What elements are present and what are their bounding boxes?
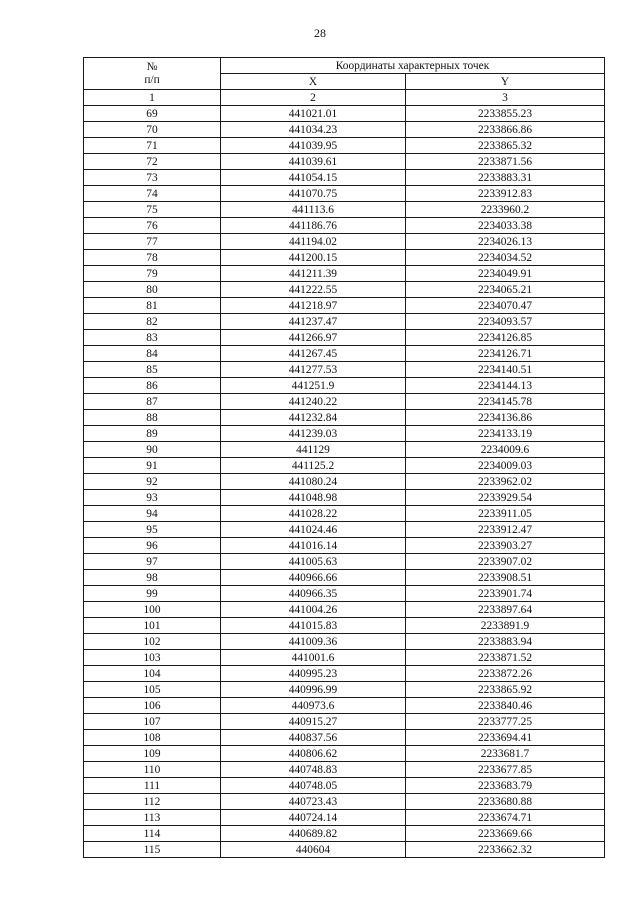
table-row: [84, 154, 605, 170]
y-coordinate-cell: 2234093.57: [406, 314, 605, 330]
x-coordinate-cell: 440837.56: [221, 730, 406, 746]
table-row: [84, 730, 605, 746]
table-row: [84, 234, 605, 250]
point-number-cell: 93: [84, 490, 221, 506]
x-coordinate-cell: 440973.6: [221, 698, 406, 714]
table-row: [84, 394, 605, 410]
point-number-cell: 81: [84, 298, 221, 314]
x-coordinate-cell: 441211.39: [221, 266, 406, 282]
point-number-cell: 90: [84, 442, 221, 458]
y-coordinate-cell: 2233865.92: [406, 682, 605, 698]
x-coordinate-cell: 440966.35: [221, 586, 406, 602]
column-index-2: 2: [221, 90, 406, 106]
x-coordinate-cell: 441021.01: [221, 106, 406, 122]
y-coordinate-cell: 2233872.26: [406, 666, 605, 682]
point-number-cell: 105: [84, 682, 221, 698]
x-coordinate-cell: 441267.45: [221, 346, 406, 362]
x-coordinate-cell: 441070.75: [221, 186, 406, 202]
x-coordinate-cell: 441113.6: [221, 202, 406, 218]
y-coordinate-cell: 2233669.66: [406, 826, 605, 842]
x-coordinate-cell: 441237.47: [221, 314, 406, 330]
table-row: [84, 378, 605, 394]
y-coordinate-cell: 2234070.47: [406, 298, 605, 314]
point-number-cell: 97: [84, 554, 221, 570]
coordinates-table-body: [84, 58, 605, 858]
table-row: [84, 330, 605, 346]
table-row: [84, 746, 605, 762]
y-coordinate-cell: 2233908.51: [406, 570, 605, 586]
x-coordinate-cell: 441039.61: [221, 154, 406, 170]
table-row: [84, 474, 605, 490]
table-row: [84, 346, 605, 362]
x-coordinate-cell: 441015.83: [221, 618, 406, 634]
y-coordinate-cell: 2233960.2: [406, 202, 605, 218]
point-number-cell: 110: [84, 762, 221, 778]
point-number-cell: 94: [84, 506, 221, 522]
table-row: [84, 250, 605, 266]
point-number-cell: 107: [84, 714, 221, 730]
y-coordinate-cell: 2234065.21: [406, 282, 605, 298]
table-row: [84, 410, 605, 426]
y-coordinate-cell: 2234026.13: [406, 234, 605, 250]
x-coordinate-cell: 440604: [221, 842, 406, 858]
x-coordinate-cell: 441277.53: [221, 362, 406, 378]
point-number-cell: 100: [84, 602, 221, 618]
x-coordinate-cell: 441001.6: [221, 650, 406, 666]
x-coordinate-cell: 440689.82: [221, 826, 406, 842]
point-number-cell: 85: [84, 362, 221, 378]
y-coordinate-cell: 2233855.23: [406, 106, 605, 122]
y-coordinate-cell: 2234140.51: [406, 362, 605, 378]
point-number-cell: 112: [84, 794, 221, 810]
x-coordinate-cell: 440748.05: [221, 778, 406, 794]
table-row: [84, 202, 605, 218]
y-coordinate-cell: 2233840.46: [406, 698, 605, 714]
point-number-cell: 89: [84, 426, 221, 442]
y-coordinate-cell: 2234126.71: [406, 346, 605, 362]
point-number-cell: 82: [84, 314, 221, 330]
x-coordinate-cell: 441194.02: [221, 234, 406, 250]
table-row: [84, 634, 605, 650]
x-coordinate-cell: 441200.15: [221, 250, 406, 266]
table-row: [84, 538, 605, 554]
y-coordinate-cell: 2234145.78: [406, 394, 605, 410]
table-row: [84, 106, 605, 122]
y-coordinate-cell: 2233694.41: [406, 730, 605, 746]
x-coordinate-cell: 440995.23: [221, 666, 406, 682]
table-row: [84, 138, 605, 154]
y-coordinate-cell: 2233680.88: [406, 794, 605, 810]
y-coordinate-cell: 2233871.52: [406, 650, 605, 666]
table-row: [84, 794, 605, 810]
y-coordinate-cell: 2233883.31: [406, 170, 605, 186]
table-row: [84, 762, 605, 778]
point-number-cell: 113: [84, 810, 221, 826]
point-number-cell: 109: [84, 746, 221, 762]
table-row: [84, 362, 605, 378]
x-coordinate-cell: 441222.55: [221, 282, 406, 298]
y-coordinate-cell: 2234136.86: [406, 410, 605, 426]
table-row: [84, 778, 605, 794]
table-row: [84, 666, 605, 682]
y-coordinate-cell: 2234009.6: [406, 442, 605, 458]
y-coordinate-cell: 2233777.25: [406, 714, 605, 730]
point-number-cell: 106: [84, 698, 221, 714]
x-coordinate-cell: 441266.97: [221, 330, 406, 346]
table-row: [84, 458, 605, 474]
point-number-cell: 108: [84, 730, 221, 746]
y-coordinate-cell: 2233912.83: [406, 186, 605, 202]
table-row: [84, 586, 605, 602]
table-row: [84, 826, 605, 842]
y-coordinate-cell: 2233677.85: [406, 762, 605, 778]
table-row: [84, 810, 605, 826]
point-number-cell: 99: [84, 586, 221, 602]
y-coordinate-cell: 2233897.64: [406, 602, 605, 618]
y-coordinate-cell: 2233683.79: [406, 778, 605, 794]
y-coordinate-cell: 2234133.19: [406, 426, 605, 442]
table-row: [84, 442, 605, 458]
column-index-row: [84, 90, 605, 106]
table-row: [84, 698, 605, 714]
y-coordinate-cell: 2233929.54: [406, 490, 605, 506]
header-row-1: [84, 58, 605, 74]
x-coordinate-cell: 441239.03: [221, 426, 406, 442]
x-coordinate-cell: 441186.76: [221, 218, 406, 234]
x-coordinate-cell: 440806.62: [221, 746, 406, 762]
point-number-cell: 79: [84, 266, 221, 282]
point-number-cell: 91: [84, 458, 221, 474]
x-coordinate-cell: 441080.24: [221, 474, 406, 490]
table-row: [84, 298, 605, 314]
table-row: [84, 650, 605, 666]
header-point-number: [84, 58, 221, 90]
table-row: [84, 570, 605, 586]
x-coordinate-cell: 441039.95: [221, 138, 406, 154]
y-coordinate-cell: 2233662.32: [406, 842, 605, 858]
table-row: [84, 618, 605, 634]
point-number-cell: 96: [84, 538, 221, 554]
y-coordinate-cell: 2233871.56: [406, 154, 605, 170]
y-coordinate-cell: 2234144.13: [406, 378, 605, 394]
y-coordinate-cell: 2233901.74: [406, 586, 605, 602]
y-coordinate-cell: 2234033.38: [406, 218, 605, 234]
y-coordinate-cell: 2234049.91: [406, 266, 605, 282]
x-coordinate-cell: 441240.22: [221, 394, 406, 410]
point-number-cell: 114: [84, 826, 221, 842]
table-row: [84, 490, 605, 506]
table-row: [84, 842, 605, 858]
table-row: [84, 266, 605, 282]
header-x: X: [221, 74, 406, 90]
table-row: [84, 170, 605, 186]
point-number-cell: 72: [84, 154, 221, 170]
x-coordinate-cell: 441129: [221, 442, 406, 458]
point-number-cell: 95: [84, 522, 221, 538]
y-coordinate-cell: 2234034.52: [406, 250, 605, 266]
point-number-cell: 102: [84, 634, 221, 650]
header-number-sign: №: [146, 60, 158, 73]
point-number-cell: 83: [84, 330, 221, 346]
point-number-cell: 101: [84, 618, 221, 634]
x-coordinate-cell: 441125.2: [221, 458, 406, 474]
x-coordinate-cell: 441251.9: [221, 378, 406, 394]
header-y: Y: [406, 74, 605, 90]
header-number-abbrev: п/п: [144, 73, 160, 86]
table-row: [84, 554, 605, 570]
x-coordinate-cell: 440724.14: [221, 810, 406, 826]
y-coordinate-cell: 2233891.9: [406, 618, 605, 634]
x-coordinate-cell: 441028.22: [221, 506, 406, 522]
x-coordinate-cell: 440748.83: [221, 762, 406, 778]
y-coordinate-cell: 2233903.27: [406, 538, 605, 554]
x-coordinate-cell: 441005.63: [221, 554, 406, 570]
x-coordinate-cell: 440996.99: [221, 682, 406, 698]
y-coordinate-cell: 2233681.7: [406, 746, 605, 762]
page-number: 28: [314, 26, 326, 40]
point-number-cell: 98: [84, 570, 221, 586]
x-coordinate-cell: 440966.66: [221, 570, 406, 586]
point-number-cell: 88: [84, 410, 221, 426]
x-coordinate-cell: 440723.43: [221, 794, 406, 810]
y-coordinate-cell: 2233674.71: [406, 810, 605, 826]
x-coordinate-cell: 441004.26: [221, 602, 406, 618]
point-number-cell: 78: [84, 250, 221, 266]
header-coordinates-group: Координаты характерных точек: [221, 58, 605, 74]
y-coordinate-cell: 2233866.86: [406, 122, 605, 138]
y-coordinate-cell: 2233911.05: [406, 506, 605, 522]
point-number-cell: 69: [84, 106, 221, 122]
point-number-cell: 70: [84, 122, 221, 138]
x-coordinate-cell: 441054.15: [221, 170, 406, 186]
point-number-cell: 92: [84, 474, 221, 490]
table-row: [84, 506, 605, 522]
y-coordinate-cell: 2234126.85: [406, 330, 605, 346]
x-coordinate-cell: 441218.97: [221, 298, 406, 314]
x-coordinate-cell: 441048.98: [221, 490, 406, 506]
x-coordinate-cell: 441034.23: [221, 122, 406, 138]
point-number-cell: 104: [84, 666, 221, 682]
point-number-cell: 86: [84, 378, 221, 394]
x-coordinate-cell: 441016.14: [221, 538, 406, 554]
point-number-cell: 71: [84, 138, 221, 154]
table-row: [84, 282, 605, 298]
point-number-cell: 73: [84, 170, 221, 186]
table-row: [84, 522, 605, 538]
y-coordinate-cell: 2233912.47: [406, 522, 605, 538]
x-coordinate-cell: 441232.84: [221, 410, 406, 426]
column-index-3: 3: [406, 90, 605, 106]
point-number-cell: 111: [84, 778, 221, 794]
y-coordinate-cell: 2233865.32: [406, 138, 605, 154]
point-number-cell: 87: [84, 394, 221, 410]
table-row: [84, 218, 605, 234]
table-row: [84, 714, 605, 730]
table-row: [84, 122, 605, 138]
table-row: [84, 682, 605, 698]
table-row: [84, 186, 605, 202]
y-coordinate-cell: 2234009.03: [406, 458, 605, 474]
table-row: [84, 602, 605, 618]
point-number-cell: 77: [84, 234, 221, 250]
point-number-cell: 115: [84, 842, 221, 858]
point-number-cell: 80: [84, 282, 221, 298]
table-row: [84, 314, 605, 330]
point-number-cell: 74: [84, 186, 221, 202]
point-number-cell: 84: [84, 346, 221, 362]
coordinates-table: [83, 57, 605, 858]
point-number-cell: 75: [84, 202, 221, 218]
table-row: [84, 426, 605, 442]
y-coordinate-cell: 2233883.94: [406, 634, 605, 650]
x-coordinate-cell: 440915.27: [221, 714, 406, 730]
point-number-cell: 76: [84, 218, 221, 234]
x-coordinate-cell: 441009.36: [221, 634, 406, 650]
y-coordinate-cell: 2233962.02: [406, 474, 605, 490]
point-number-cell: 103: [84, 650, 221, 666]
y-coordinate-cell: 2233907.02: [406, 554, 605, 570]
column-index-1: 1: [84, 90, 221, 106]
x-coordinate-cell: 441024.46: [221, 522, 406, 538]
